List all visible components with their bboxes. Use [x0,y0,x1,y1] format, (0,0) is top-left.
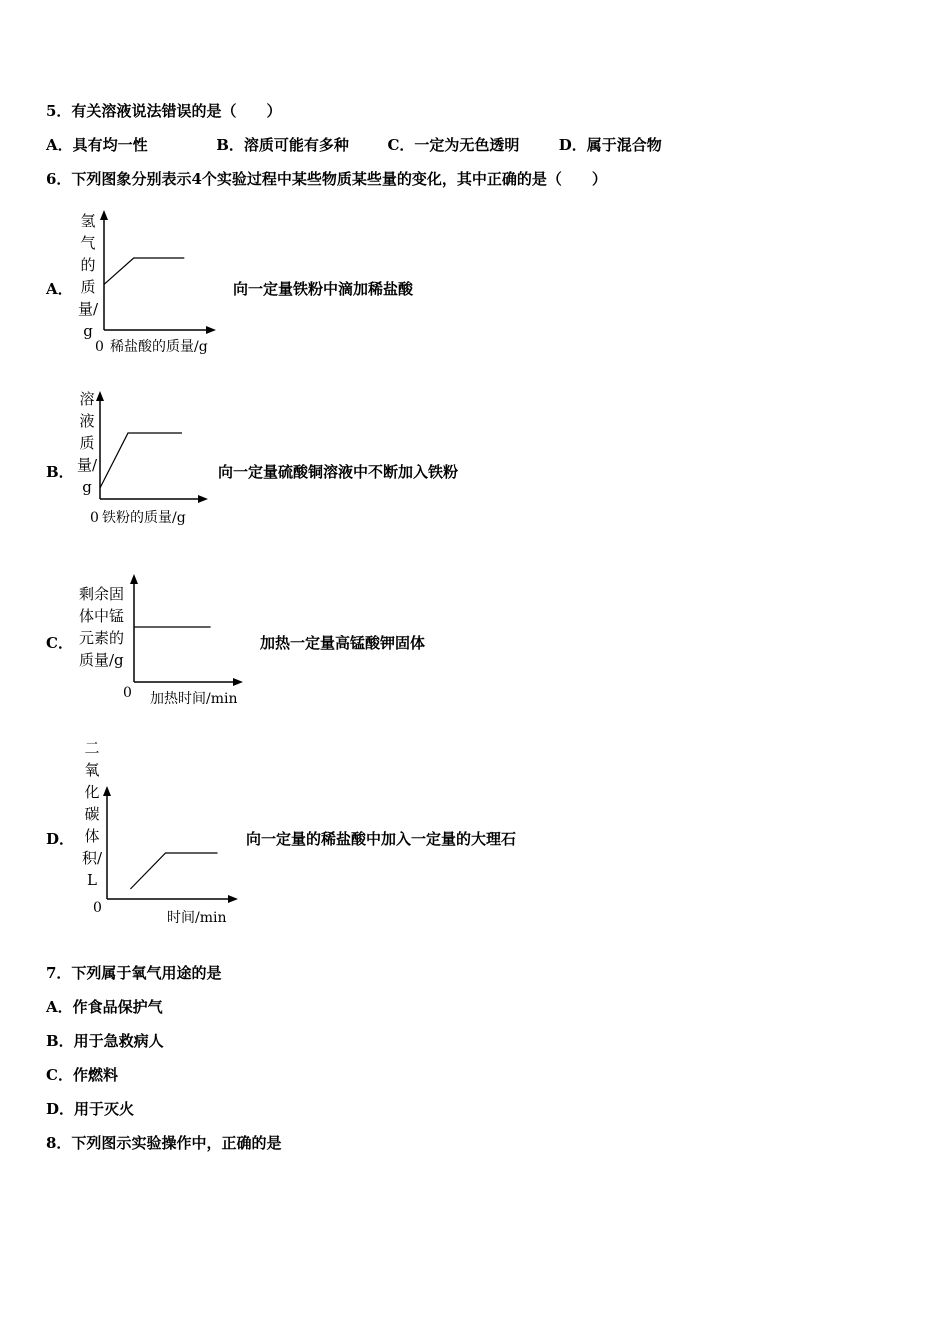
graph-d-letter: D． [46,830,75,848]
graph-d-line [130,853,217,889]
graph-d-x-arrow [228,895,238,903]
graph-d-x-axis-label: 时间/min [167,910,227,926]
question-6-stem: 6．下列图象分别表示4个实验过程中某些物质某些量的变化，其中正确的是（ ） [46,170,607,188]
graph-a-origin-label: 0 [95,339,104,355]
graph-b-origin-label: 0 [90,510,99,526]
graph-c-x-axis-label: 加热时间/min [150,691,238,707]
question-5-stem: 5．有关溶液说法错误的是（ ） [46,102,282,120]
graph-b-y-axis-label: 溶液质量/g [76,390,98,496]
graph-c-description: 加热一定量高锰酸钾固体 [260,634,426,652]
question-8-stem: 8．下列图示实验操作中，正确的是 [46,1134,282,1152]
graph-b-letter: B． [46,463,74,481]
graph-a-y-axis-label: 氢气的质量/g [77,212,99,340]
graph-c-origin-label: 0 [123,685,132,701]
q5-option-d: D．属于混合物 [558,136,662,154]
question-7-stem: 7．下列属于氧气用途的是 [46,964,222,982]
graph-d-y-arrow [103,786,111,796]
graph-b-description: 向一定量硫酸铜溶液中不断加入铁粉 [218,463,459,481]
graph-c-y-axis-label: 剩余固体中锰元素的质量/g [79,585,125,669]
q5-option-a: A．具有均一性 [46,136,148,154]
graph-d-y-axis-label: 二氧化碳体积/L [81,739,103,889]
q5-option-b: B．溶质可能有多种 [216,136,349,154]
graph-a-x-axis-label: 稀盐酸的质量/g [110,339,208,355]
q5-option-c: C．一定为无色透明 [387,136,520,154]
graph-c-letter: C． [46,634,73,652]
graph-d-description: 向一定量的稀盐酸中加入一定量的大理石 [246,830,517,848]
graph-b-x-axis-label: 铁粉的质量/g [102,510,186,526]
q7-option-d: D．用于灭火 [46,1100,135,1118]
q7-option-a: A．作食品保护气 [46,998,163,1016]
graph-d-origin-label: 0 [93,900,102,916]
graph-a-letter: A． [46,280,73,298]
q7-option-c: C．作燃料 [46,1066,118,1084]
graph-a-description: 向一定量铁粉中滴加稀盐酸 [233,280,414,298]
q7-option-b: B．用于急救病人 [46,1032,164,1050]
